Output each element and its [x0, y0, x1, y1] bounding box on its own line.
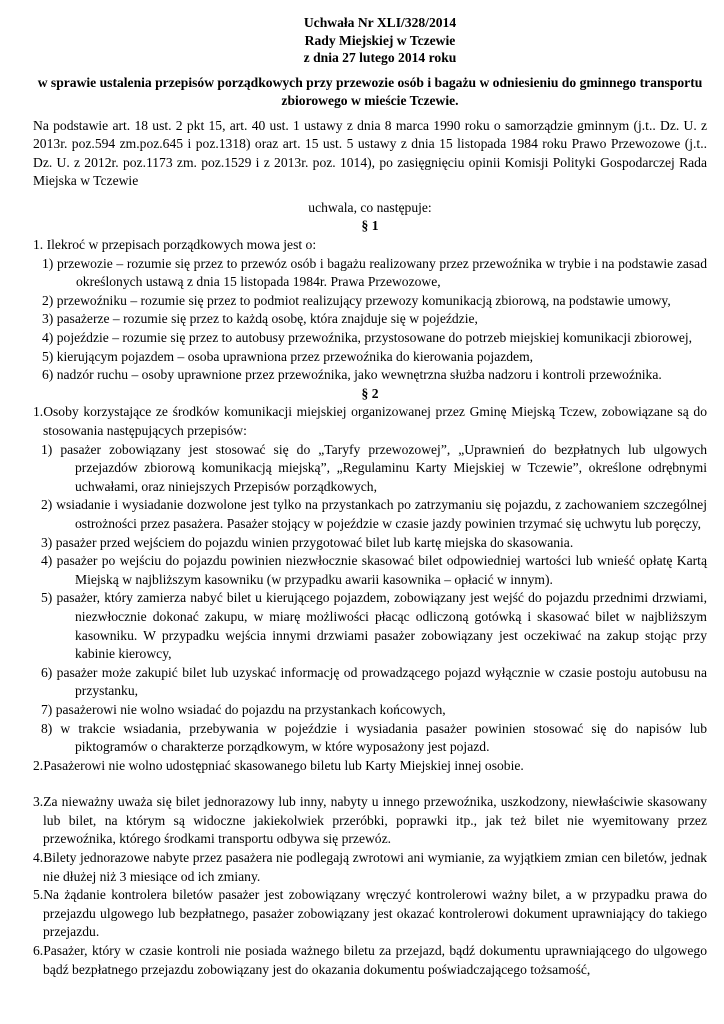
resolution-subject: w sprawie ustalenia przepisów porządkowych przy przewozie osób i bagażu w odniesieniu do gminnego transportu zbiorowego w mieście Tczewie. — [37, 74, 703, 108]
resolution-date: z dnia 27 lutego 2014 roku — [303, 50, 457, 65]
definition-item: 5) kierującym pojazdem – osoba uprawniona przez przewoźnika do kierowania pojazdem, — [42, 348, 534, 364]
rule-item: 4) pasażer po wejściu do pojazdu powinien niezwłocznie skasować bilet odpowiedniej wartości lub wnieść opłatę Kartą Miejską w najbliższym kasowniku (w przypadku awarii kasownika – opłacić w innym). — [41, 553, 707, 587]
definition-item: 3) pasażerze – rozumie się przez to każdą osobę, która znajduje się w pojeździe, — [42, 311, 478, 327]
rule-item: 1) pasażer zobowiązany jest stosować się do „Taryfy przewozowej”, „Uprawnień do bezpłatnych lub ulgowych przejazdów zbiorową komunikacją miejską”, „Regulaminu Karty Miejskiej w Tczewie”, określone odrębnymi uchwałami, oraz niniejszych Przepisów porządkowych, — [41, 441, 707, 494]
section-1-heading: § 1 — [361, 218, 379, 234]
resolves-line: uchwala, co następuje: — [308, 199, 432, 215]
rule-item: 5) pasażer, który zamierza nabyć bilet u kierującego pojazdem, zobowiązany jest wejść do pojazdu przednimi drzwiami, niezwłocznie dokonać zakupu, w miarę możliwości płacąc odliczoną gotówką i skasować bilet w najbliższym kasowniku. W przypadku wejścia innymi drzwiami pasażer zobowiązany jest oczekiwać na zakup stojąc przy kabinie kierowcy, — [41, 590, 707, 662]
section-2-paragraph: 2.Pasażerowi nie wolno udostępniać skasowanego biletu lub Karty Miejskiej innej osobie. — [33, 757, 524, 773]
section-2-paragraph: 6.Pasażer, który w czasie kontroli nie posiada ważnego biletu za przejazd, bądź dokumentu uprawniającego do ulgowego bądź bezpłatnego przejazdu zobowiązany jest do okazania dokumentu poświadczającego tożsamość, — [33, 943, 707, 977]
resolution-number: Uchwała Nr XLI/328/2014 — [303, 15, 457, 30]
council-name: Rady Miejskiej w Tczewie — [304, 32, 456, 48]
rule-item: 8) w trakcie wsiadania, przebywania w pojeździe i wysiadania pasażer powinien stosować się do napisów lub piktogramów o charakterze porządkowym, w które wyposażony jest pojazd. — [41, 720, 707, 755]
section-2-intro: 1.Osoby korzystające ze środków komunikacji miejskiej organizowanej przez Gminę Miejską Tczew, zobowiązane są do stosowania następujących przepisów: — [33, 404, 707, 438]
document-header — [53, 14, 707, 67]
definition-item: 6) nadzór ruchu – osoby uprawnione przez przewoźnika, jako wewnętrzna służba nadzoru i kontroli przewoźnika. — [42, 367, 662, 383]
preamble: Na podstawie art. 18 ust. 2 pkt 15, art. 40 ust. 1 ustawy z dnia 8 marca 1990 roku o samorządzie gminnym (j.t.. Dz. U. z 2013r. poz.594 zm.poz.645 i poz.1318) oraz art. 15 ust. 5 ustawy z dnia 15 listopada 1984 roku Prawo Przewozowe (j.t.. Dz. U. z 2012r. poz.1173 zm. poz.1529 i z 2013r. poz. 1014), po zasięgnięciu opinii Komisji Polityki Gospodarczej Rada Miejska w Tczewie — [33, 117, 707, 189]
rule-item: 6) pasażer może zakupić bilet lub uzyskać informację od prowadzącego pojazd wyłącznie w czasie postoju autobusu na przystanku, — [41, 664, 707, 699]
rule-item: 2) wsiadanie i wysiadanie dozwolone jest tylko na przystankach po zatrzymaniu się pojazdu, z zachowaniem szczególnej ostrożności przez pasażera. Pasażer stojący w pojeździe w czasie jazdy powinien trzymać się uchwytu lub poręczy, — [41, 497, 707, 531]
section-2-paragraph: 4.Bilety jednorazowe nabyte przez pasażera nie podlegają zwrotowi ani wymianie, za wyjątkiem zmian cen biletów, jednak nie dłużej niż 3 miesiące od ich zmiany. — [33, 850, 707, 884]
section-2-paragraph: 5.Na żądanie kontrolera biletów pasażer jest zobowiązany wręczyć kontrolerowi ważny bilet, a w przypadku prawa do przejazdu ulgowego lub bezpłatnego, pasażer zobowiązany jest okazać kontrolerowi dokument uprawniający do takiego przejazdu. — [33, 887, 707, 940]
definition-item: 2) przewoźniku – rozumie się przez to podmiot realizujący przewozy komunikacją zbiorową, na podstawie umowy, — [42, 292, 671, 308]
section-1-intro: 1. Ilekroć w przepisach porządkowych mowa jest o: — [33, 237, 317, 253]
section-2-heading: § 2 — [361, 385, 379, 401]
definition-item: 1) przewozie – rozumie się przez to przewóz osób i bagażu realizowany przez przewoźnika w trybie i na podstawie zasad określonych ustawą z dnia 15 listopada 1984r. Prawa Przewozowe, — [42, 255, 707, 290]
definition-item: 4) pojeździe – rozumie się przez to autobusy przewoźnika, przystosowane do potrzeb miejskiej komunikacji zbiorowej, — [42, 330, 693, 346]
paragraph-spacer — [33, 775, 707, 793]
rule-item: 3) pasażer przed wejściem do pojazdu winien przygotować bilet lub kartę miejska do skasowania. — [41, 534, 574, 550]
section-2-paragraph: 3.Za nieważny uważa się bilet jednorazowy lub inny, nabyty u innego przewoźnika, uszkodzony, niewłaściwie skasowany lub bilet, na którym są widoczne jakiekolwiek przeróbki, poprawki itp., jak też bilet nie wyemitowany przez przewoźnika, którego środkami transportu odbywa się przewóz. — [33, 794, 707, 847]
rule-item: 7) pasażerowi nie wolno wsiadać do pojazdu na przystankach końcowych, — [41, 701, 446, 717]
